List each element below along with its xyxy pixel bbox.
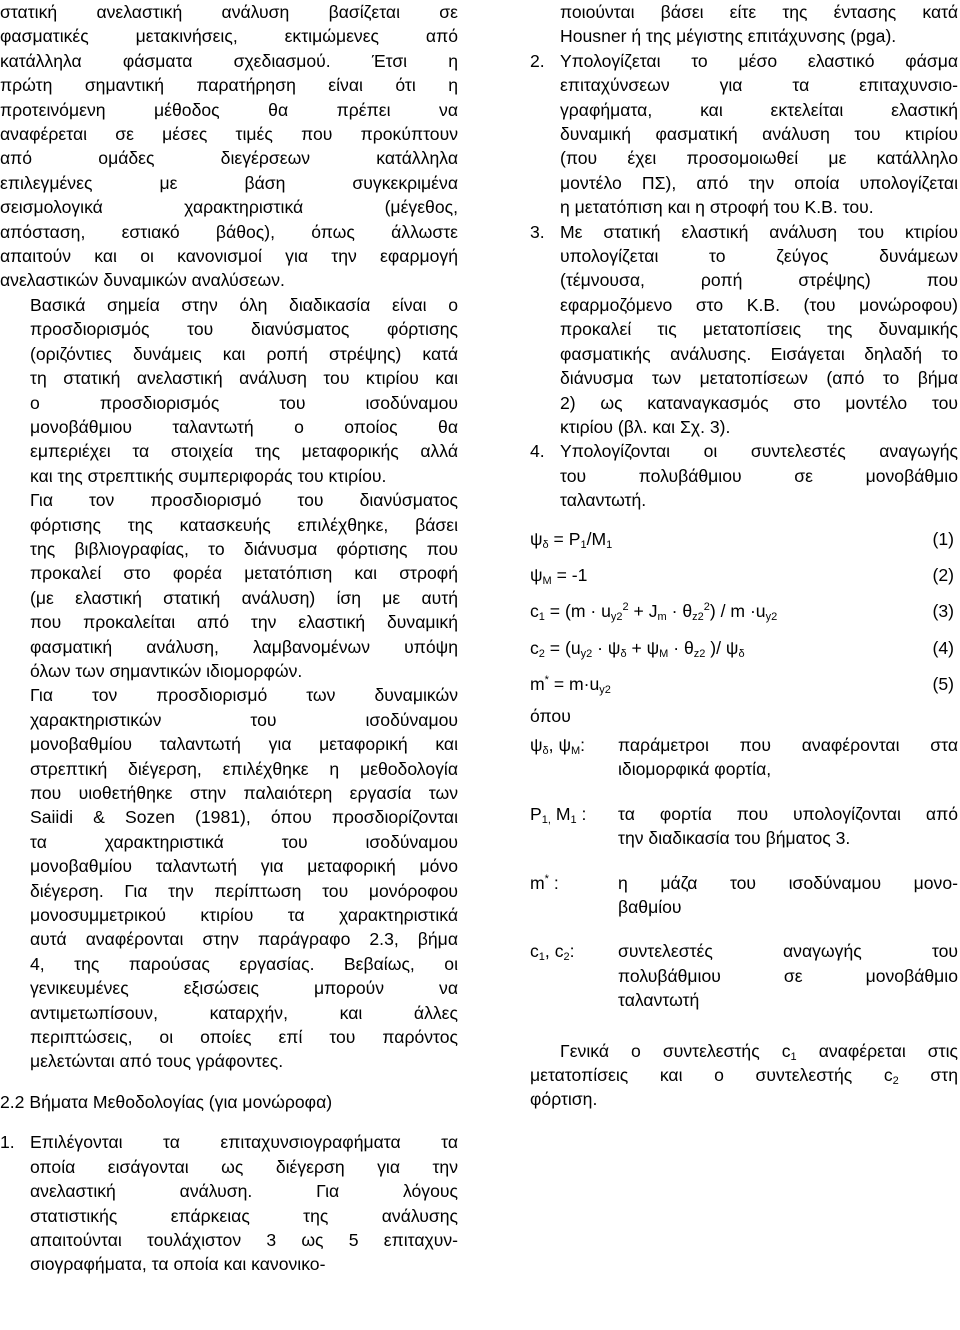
text-line: περιπτώσεις, οι οποίες επί του παρόντος [30, 1027, 458, 1048]
text-line: την διαδικασία του βήματος 3. [618, 828, 851, 849]
text-line: (με ελαστική στατική ανάλυση) ίση με αυτή [30, 587, 458, 608]
text-line: πρώτη σημαντική παρατήρηση είναι ότι η [0, 75, 458, 96]
definition-c: $c_1$, $c_2$: συντελεστές αναγωγής του πολυβάθμιου σε μονοβάθμιο ταλαντωτή [530, 939, 958, 1012]
text-line: μονοβάθμιου ταλαντωτή ο οποίος θα [30, 416, 458, 437]
equation-3: $c_1 = (m \cdot u_{y2}^2 + J_m \cdot \theta_{z2}^2) / m \cdot u_{y2}$ (3) [530, 601, 954, 624]
list-number: 3. [530, 221, 545, 242]
text-line: εμπεριέχει τα στοιχεία της μεταφορικής αλλά [30, 441, 458, 462]
text-line: φασματικές μετακινήσεις, εκτιμώμενες από [0, 26, 458, 47]
text-line: απαιτούν και οι κανονισμοί για την εφαρμογή [0, 246, 458, 267]
text-line: φασματικής ανάλυσης. Εισάγεται δηλαδή το [560, 343, 958, 364]
list-text [560, 49, 958, 220]
list-number: 1. [0, 1132, 15, 1153]
text-line: Βασικά σημεία στην όλη διαδικασία είναι ο [30, 294, 458, 315]
paragraph-4 [0, 683, 458, 1074]
list-item-step-3 [530, 220, 958, 440]
opou-label: όπου [530, 706, 571, 727]
equation-5: $m^* = m\cdot u_{y2}$ (5) [530, 674, 954, 697]
text-line: παράμετροι που αναφέρονται στα [618, 734, 958, 755]
equation-4: $c_2 = (u_{y2} \cdot \psi_\delta + \psi_M \cdot \theta_{z2}$ )/ $\psi_\delta$ (4) [530, 637, 954, 660]
list-text [560, 0, 958, 49]
text-line: χαρακτηριστικών του ισοδύναμου [30, 709, 458, 730]
text-line: Για τον προσδιορισμό του διανύσματος [30, 490, 458, 511]
paragraph-3 [0, 488, 458, 683]
text-line: ποιούνται βάσει είτε της έντασης κατά [560, 2, 958, 22]
equation-2: $\psi_M = -1$ (2) [530, 564, 954, 587]
text-line: σεισμολογικά χαρακτηριστικά (μέγεθος, [0, 197, 458, 218]
text-line: στατιστικής επάρκειας της ανάλυσης [30, 1205, 458, 1226]
list-number: 4. [530, 441, 545, 462]
text-line: σιογραφήματα, τα οποία και κανονικο- [30, 1254, 326, 1275]
list-text [560, 220, 958, 440]
text-line: πολυβάθμιου σε μονοβάθμιο [618, 965, 958, 986]
text-line: προκαλεί τις μετατοπίσεις της δυναμικής [560, 319, 958, 340]
text-line: ιδιομορφικά φορτία, [618, 759, 772, 780]
text-line: ταλαντωτή. [560, 490, 647, 511]
text-line: που υιοθετήθηκε στην παλαιότερη εργασία των [30, 783, 458, 803]
text-line: όλων των σημαντικών ιδιομορφών. [30, 660, 303, 681]
text-line: Με στατική ελαστική ανάλυση του κτιρίου [560, 221, 958, 242]
text-line: μοντέλο ΠΣ), από την οποία υπολογίζεται [560, 172, 958, 193]
text-line: 4, της παρούσας εργασίας. Βεβαίως, οι [30, 953, 458, 974]
text-line: απόσταση, εστιακό βάθος), όπως άλλωστε [0, 221, 458, 242]
text-line: διάνυσμα των μετατοπίσεων (από το βήμα [560, 368, 958, 389]
text-line: συντελεστές αναγωγής του [618, 941, 958, 962]
right-column [530, 0, 958, 1112]
text-line: και της στρεπτικής συμπεριφοράς του κτιρίου. [30, 465, 387, 486]
text-line: (οριζόντιες δυνάμεις και ροπή στρέψης) κατά [30, 343, 458, 364]
text-line: η μετατόπιση και η στροφή του Κ.Β. του. [560, 197, 874, 218]
left-column [0, 0, 458, 1277]
text-line: προτεινόμενη μέθοδος θα πρέπει να [0, 99, 458, 120]
text-line: Υπολογίζεται το μέσο ελαστικό φάσμα [560, 50, 958, 71]
text-line: υπολογίζεται το ζεύγος δυνάμεων [560, 246, 958, 267]
closing-paragraph [530, 1039, 958, 1112]
list-text [560, 439, 958, 512]
definition-m-star: m* : η μάζα του ισοδύναμου μονο- βαθμίου [530, 871, 958, 920]
text-line: ανελαστικών δυναμικών αναλύσεων. [0, 270, 285, 291]
text-line: διέγερση. Για την περίπτωση του μονόροφου [30, 880, 458, 901]
text-line: του πολυβάθμιου σε μονοβάθμιο [560, 465, 958, 486]
text-line: Επιλέγονται τα επιταχυνσιογραφήματα τα [30, 1132, 458, 1153]
text-line: δυναμική φασματική ανάλυση του κτιρίου [560, 124, 958, 145]
text-line: η μάζα του ισοδύναμου μονο- [618, 872, 958, 893]
equation-1: $\psi_\delta = P_1/M_1$ (1) [530, 528, 954, 551]
text-line: τα φορτία που υπολογίζονται από [618, 803, 958, 824]
text-line: απαιτούνται τουλάχιστον 3 ως 5 επιταχυν- [30, 1229, 458, 1250]
text-line: βαθμίου [618, 896, 682, 917]
list-item-step-1-continued [530, 0, 958, 49]
text-line: γραφήματα, και εκτελείται ελαστική [560, 99, 958, 120]
text-line: Γενικά ο συντελεστής $c_1$ αναφέρεται στις [560, 1040, 958, 1063]
text-line: γενικευμένες εξισώσεις μπορούν να [30, 978, 458, 999]
list-item-step-4 [530, 439, 958, 512]
text-line: μελετώνται από τους γράφοντες. [30, 1051, 284, 1072]
text-line: αυτά αναφέρονται στην παράγραφο 2.3, βήμα [30, 929, 458, 950]
list-item-step-2 [530, 49, 958, 220]
text-line: φασματική ανάλυση, λαμβανομένων υπόψη [30, 636, 458, 657]
text-line: αναφέρεται σε μέσες τιμές που προκύπτουν [0, 124, 458, 145]
list-item-step-1 [0, 1130, 458, 1276]
text-line: μονοβαθμίου ταλαντωτή για μεταφορική μόνο [30, 856, 458, 877]
text-line: φόρτισης της κατασκευής επιλέχθηκε, βάσει [30, 514, 458, 535]
text-line: ανελαστική ανάλυση. Για λόγους [30, 1181, 458, 1202]
definition-p-m: $P_{1,}$ $M_1$ : τα φορτία που υπολογίζονται από την διαδικασία του βήματος 3. [530, 802, 958, 851]
text-line: κτιρίου (βλ. και Σχ. 3). [560, 416, 731, 437]
text-line: της βιβλιογραφίας, το διάνυσμα φόρτισης που [30, 538, 458, 559]
text-line: στρεπτική διέγερση, επιλέχθηκε η μεθοδολογία [30, 758, 458, 779]
list-number: 2. [530, 50, 545, 71]
text-line: μετατοπίσεις και ο συντελεστής $c_2$ στη [530, 1064, 958, 1087]
list-text [30, 1130, 458, 1276]
section-heading: 2.2 Βήματα Μεθοδολογίας (για μονώροφα) [0, 1091, 333, 1112]
text-line: Υπολογίζονται οι συντελεστές αναγωγής [560, 441, 958, 462]
text-line: στατική ανελαστική ανάλυση βασίζεται σε [0, 2, 458, 22]
text-line: Για τον προσδιορισμό των δυναμικών [30, 685, 458, 706]
text-line: τα χαρακτηριστικά του ισοδύναμου [30, 831, 458, 852]
text-line: ταλαντωτή [618, 990, 700, 1011]
equations-block [530, 527, 958, 697]
text-line: 2) ως καταναγκασμός στο μοντέλο του [560, 392, 958, 413]
definition-psi: $\psi_\delta$, $\psi_M$: παράμετροι που αναφέρονται στα ιδιομορφικά φορτία, [530, 733, 958, 782]
text-line: μονοβαθμίου ταλαντωτή για μεταφορική και [30, 734, 458, 755]
text-line: (που έχει προσομοιωθεί με κατάλληλο [560, 148, 958, 169]
text-line: ο προσδιορισμός του ισοδύναμου [30, 392, 458, 413]
text-line: που προκαλείται από την ελαστική δυναμική [30, 612, 458, 633]
text-line: μονοσυμμετρικού κτιρίου τα χαρακτηριστικά [30, 905, 458, 926]
text-line: κατάλληλα φάσματα σχεδιασμού. Έτσι η [0, 50, 458, 71]
paragraph-1 [0, 0, 458, 293]
text-line: Housner ή της μέγιστης επιτάχυνσης (pga). [560, 26, 897, 47]
text-line: επιλεγμένες με βάση συγκεκριμένα [0, 172, 458, 193]
text-line: οποία εισάγονται ως διέγερση για την [30, 1156, 458, 1177]
text-line: προσδιορισμός του διανύσματος φόρτισης [30, 319, 458, 340]
text-line: αντιμετωπίσουν, καταρχήν, και άλλες [30, 1002, 458, 1023]
text-line: Saiidi & Sozen (1981), όπου προσδιορίζονται [30, 807, 458, 828]
text-line: επιταχύνσεων για τα επιταχυνσιο- [560, 75, 958, 96]
text-line: προκαλεί στο φορέα μετατόπιση και στροφή [30, 563, 458, 584]
text-line: από ομάδες διεγέρσεων κατάλληλα [0, 148, 458, 169]
text-line: εφαρμοζόμενο στο Κ.Β. (του μονώροφου) [560, 294, 958, 315]
text-line: φόρτιση. [530, 1089, 598, 1110]
text-line: τη στατική ανελαστική ανάλυση του κτιρίου και [30, 368, 458, 389]
paragraph-2 [0, 293, 458, 488]
text-line: (τέμνουσα, ροπή στρέψης) που [560, 270, 958, 291]
